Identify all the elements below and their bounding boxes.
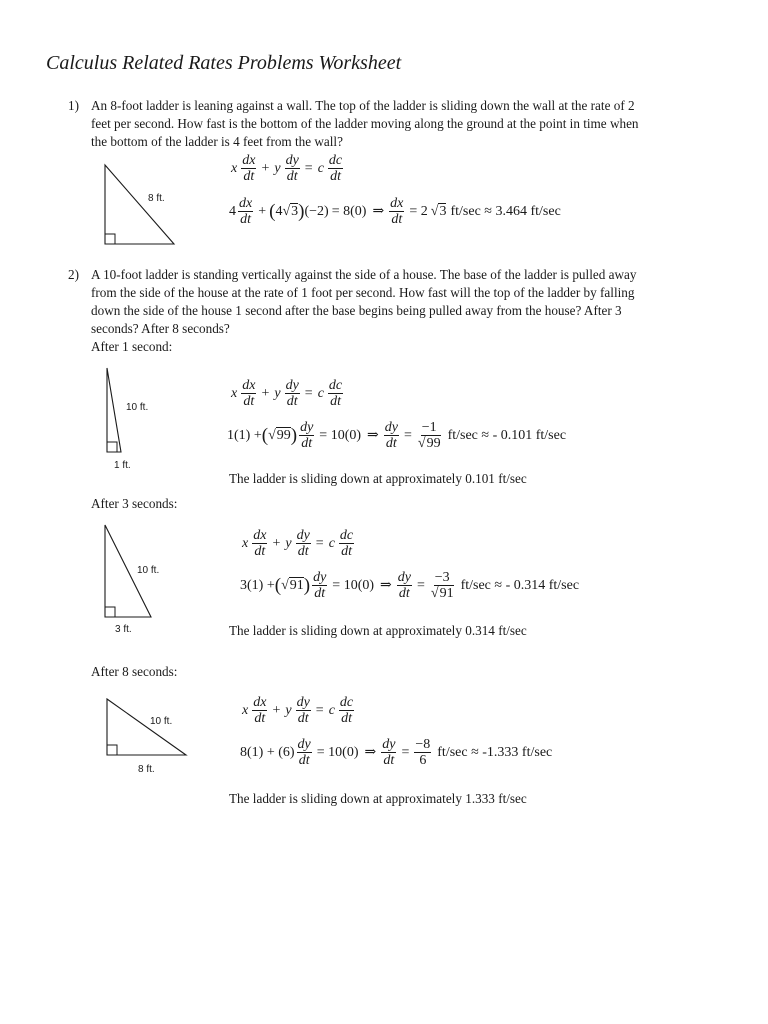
- general-equation-3: x $\frac{dx}{dt}$ + y $\frac{dy}{dt}$ = c $\frac{dc}{dt}$: [242, 528, 354, 559]
- problem-2-text: [91, 266, 636, 338]
- worksheet-title: Calculus Related Rates Problems Worksheet: [46, 52, 402, 74]
- general-equation-1: x $\frac{dx}{dt}$ + y $\frac{dy}{dt}$ = c $\frac{dc}{dt}$: [231, 153, 343, 184]
- case-1-heading: After 1 second:: [91, 339, 173, 354]
- general-equation-2: x $\frac{dx}{dt}$ + y $\frac{dy}{dt}$ = c $\frac{dc}{dt}$: [231, 378, 343, 409]
- case-3-heading: After 8 seconds:: [91, 664, 178, 679]
- problem-1-text: [91, 97, 639, 151]
- problem-1-line: feet per second. How fast is the bottom of the ladder moving along the ground at the point in time when: [91, 116, 639, 131]
- ladder-triangle-diagram-3: [100, 520, 180, 638]
- problem-2-line: down the side of the house 1 second after the base begins being pulled away from the house? After 3: [91, 303, 622, 318]
- problem-2-number: 2): [68, 267, 79, 282]
- problem-1-line: the bottom of the ladder is 4 feet from the wall?: [91, 134, 343, 149]
- case-1-conclusion: The ladder is sliding down at approximately 0.101 ft/sec: [229, 471, 527, 486]
- solution-equation-2: 1(1) + ( √ 99 ) $\frac{dy}{dt}$ = 10(0) ⇒ $\frac{dy}{dt}$ = $\frac{-1}{√99}$ ft/sec ≈ - 0.101 ft/sec: [227, 420, 567, 451]
- case-3-conclusion: The ladder is sliding down at approximately 1.333 ft/sec: [229, 791, 527, 806]
- hypotenuse-label: 10 ft.: [137, 565, 160, 576]
- problem-2-line: A 10-foot ladder is standing vertically against the side of a house. The base of the ladder is pulled away: [91, 267, 637, 282]
- case-2-heading: After 3 seconds:: [91, 496, 178, 511]
- solution-equation-4: 8(1) + (6) $\frac{dy}{dt}$ = 10(0) ⇒ $\frac{dy}{dt}$ = $\frac{-8}{6}$ ft/sec ≈ -1.333 ft/sec: [240, 737, 553, 768]
- solution-equation-1: 4 $\frac{dx}{dt}$ + ( 4 √ 3 ) (−2) = 8(0) ⇒ $\frac{dx}{dt}$ = 2 √ 3 ft/sec ≈ 3.464 ft/sec: [229, 196, 561, 227]
- base-label: 8 ft.: [138, 764, 155, 775]
- general-equation-4: x $\frac{dx}{dt}$ + y $\frac{dy}{dt}$ = c $\frac{dc}{dt}$: [242, 695, 354, 726]
- problem-1-number: 1): [68, 98, 79, 113]
- ladder-triangle-diagram-4: [100, 692, 200, 780]
- base-label: 3 ft.: [115, 624, 132, 635]
- problem-2-line: from the side of the house at the rate of 1 foot per second. How fast will the top of the ladder by falling: [91, 285, 635, 300]
- problem-2-line: seconds? After 8 seconds?: [91, 321, 230, 336]
- base-label: 1 ft.: [114, 460, 131, 471]
- hypotenuse-label: 8 ft.: [148, 193, 165, 204]
- solution-equation-3: 3(1) + ( √ 91 ) $\frac{dy}{dt}$ = 10(0) ⇒ $\frac{dy}{dt}$ = $\frac{-3}{√91}$ ft/sec ≈ - 0.314 ft/sec: [240, 570, 580, 601]
- case-2-conclusion: The ladder is sliding down at approximately 0.314 ft/sec: [229, 623, 527, 638]
- hypotenuse-label: 10 ft.: [126, 402, 149, 413]
- ladder-triangle-diagram-2: [100, 362, 180, 474]
- hypotenuse-label: 10 ft.: [150, 716, 173, 727]
- problem-1-line: An 8-foot ladder is leaning against a wall. The top of the ladder is sliding down the wall at the rate of 2: [91, 98, 635, 113]
- ladder-triangle-diagram-1: [100, 160, 190, 250]
